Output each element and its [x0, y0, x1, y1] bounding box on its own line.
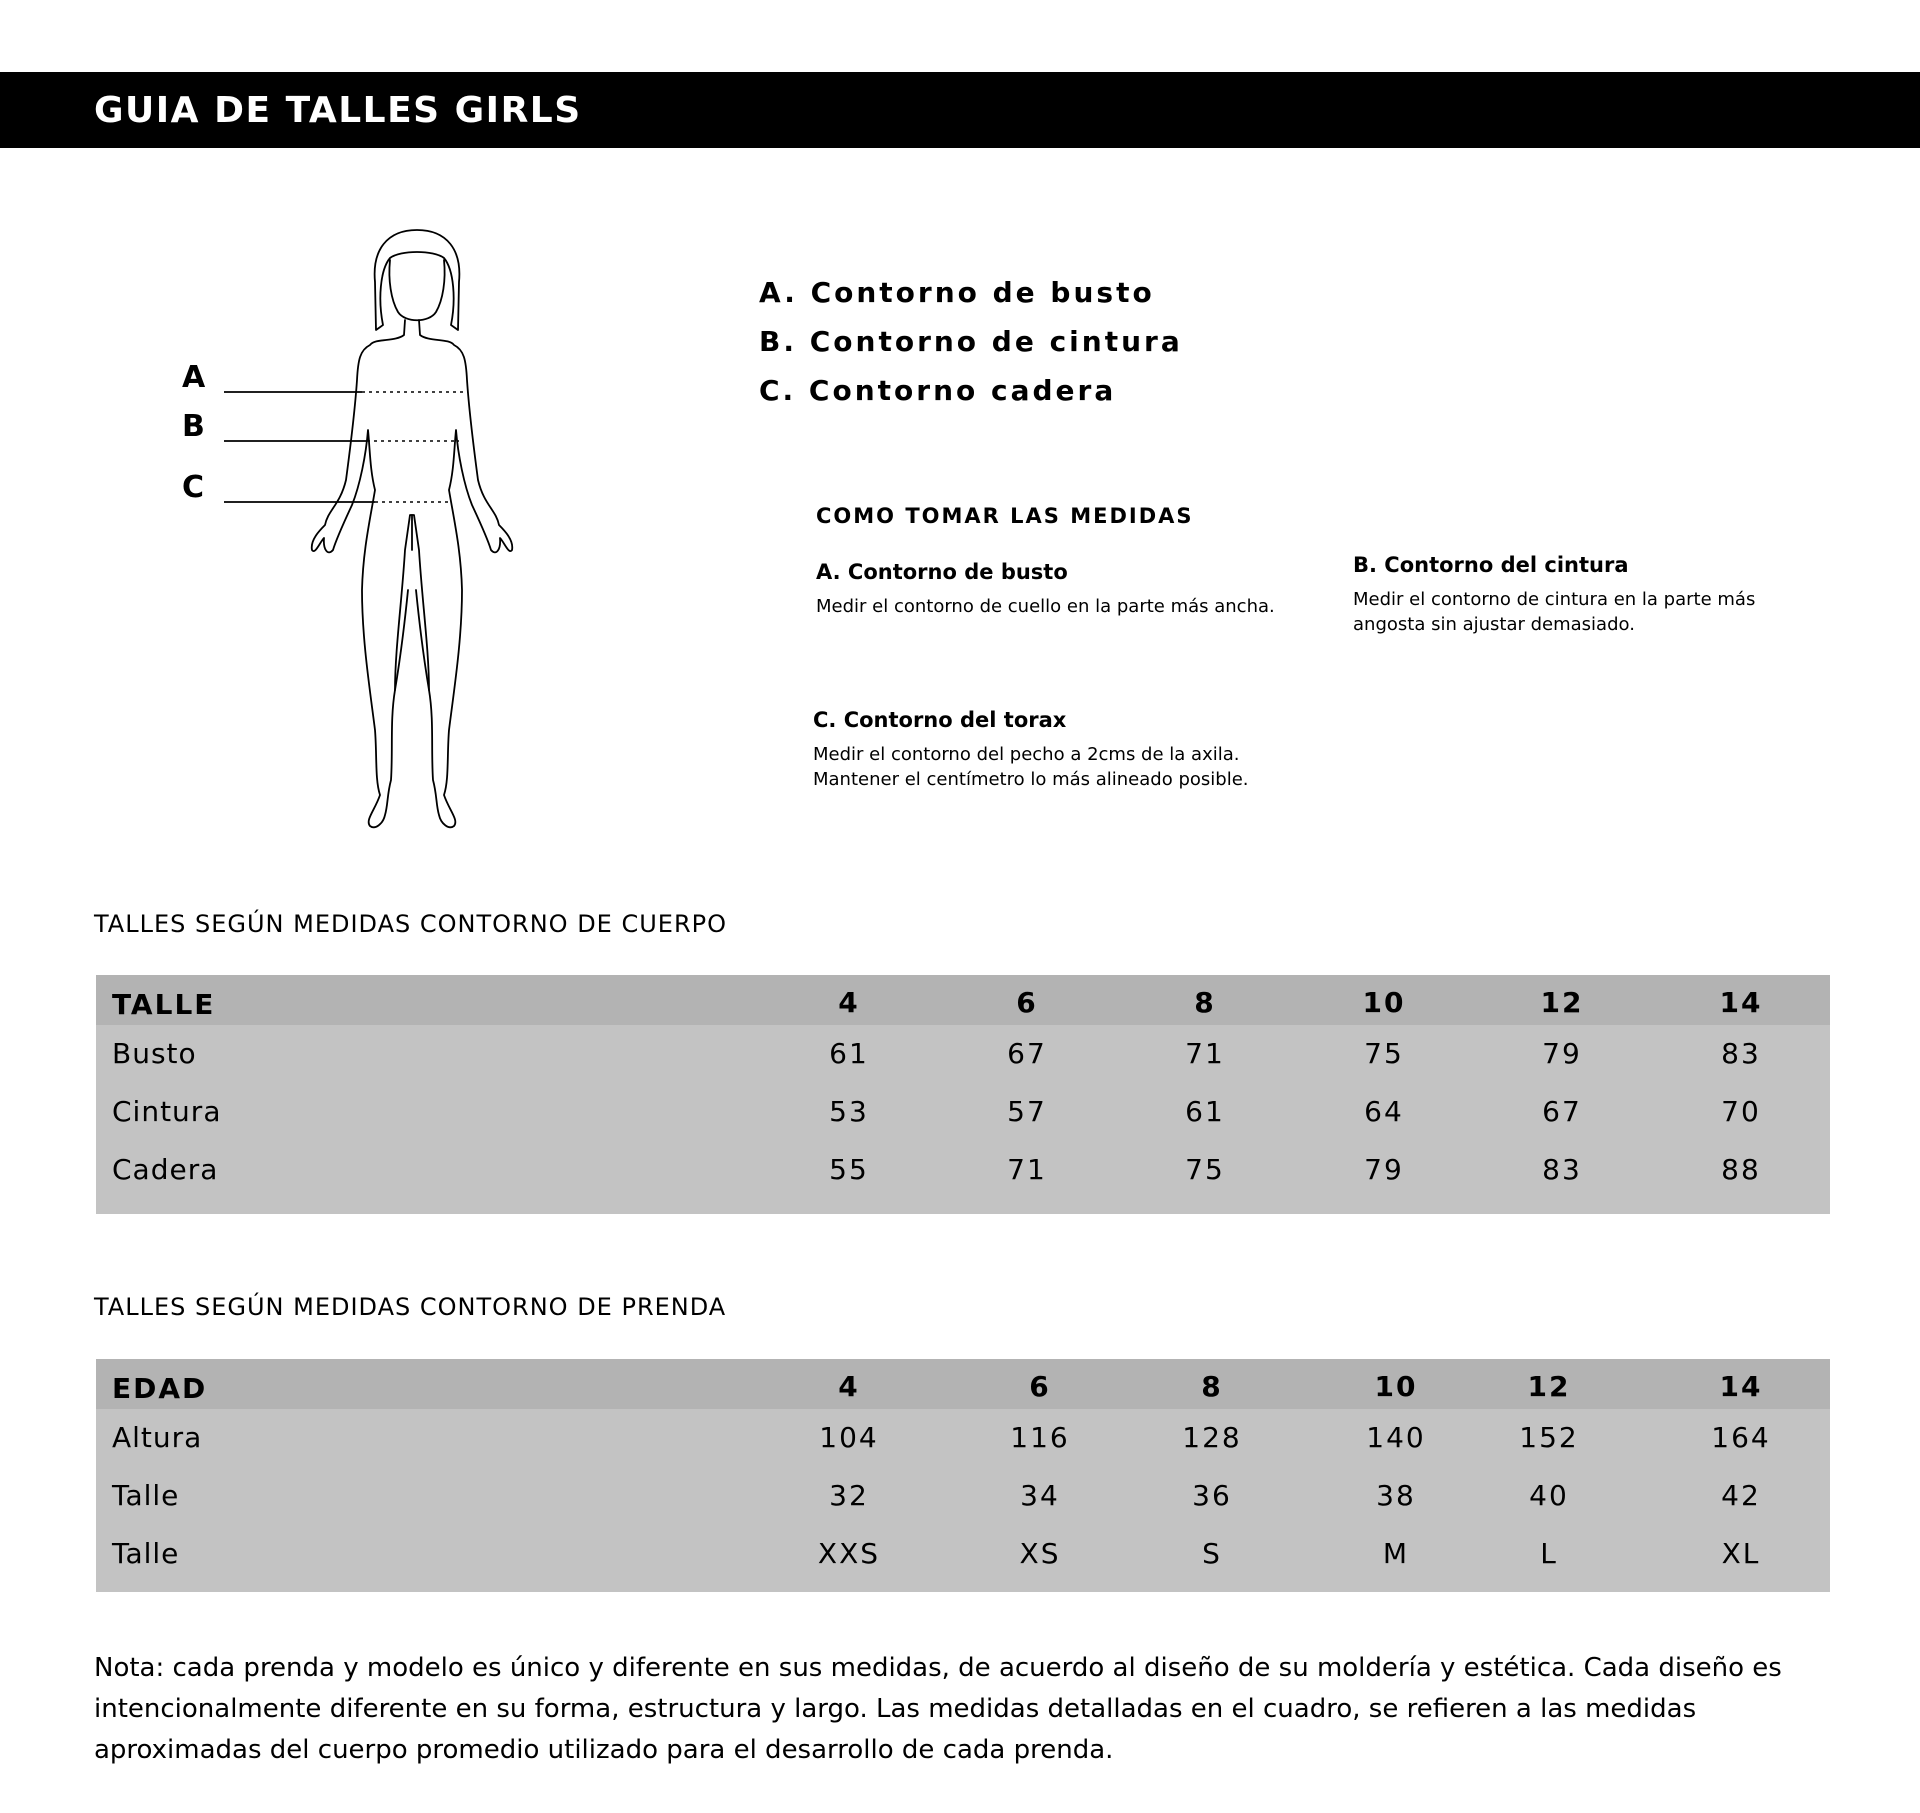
- how-to-bust-text: Medir el contorno de cuello en la parte más ancha.: [816, 596, 1275, 617]
- table-cell: 53: [829, 1095, 869, 1128]
- how-to-title: COMO TOMAR LAS MEDIDAS: [816, 504, 1194, 528]
- row-label: Busto: [112, 1037, 197, 1070]
- legend-item-bust: A. Contorno de busto: [759, 276, 1155, 309]
- table-cell: 71: [1185, 1037, 1225, 1070]
- how-to-waist-text: Medir el contorno de cintura en la parte más angosta sin ajustar demasiado.: [1353, 589, 1756, 635]
- header-cell: 12: [1527, 1370, 1571, 1403]
- table-cell: 83: [1542, 1153, 1582, 1186]
- table-cell: 64: [1364, 1095, 1404, 1128]
- table-cell: 75: [1185, 1153, 1225, 1186]
- table-cell: 36: [1192, 1479, 1232, 1512]
- header-cell: 10: [1374, 1370, 1418, 1403]
- table-row: [96, 1467, 1830, 1525]
- table-cell: 164: [1711, 1421, 1771, 1454]
- row-label: Altura: [112, 1421, 203, 1454]
- table-cell: 128: [1182, 1421, 1242, 1454]
- body-figure-illustration: [170, 220, 570, 840]
- row-label: Talle: [112, 1537, 180, 1570]
- how-to-bust-heading: A. Contorno de busto: [816, 560, 1068, 584]
- how-to-torax-heading: C. Contorno del torax: [813, 708, 1067, 732]
- table-cell: S: [1202, 1537, 1222, 1570]
- body-size-table: [96, 975, 1830, 1214]
- table-cell: 61: [1185, 1095, 1225, 1128]
- table-cell: 140: [1366, 1421, 1426, 1454]
- table-cell: 70: [1721, 1095, 1761, 1128]
- table-cell: 38: [1376, 1479, 1416, 1512]
- table-cell: XS: [1019, 1537, 1061, 1570]
- table-cell: 79: [1364, 1153, 1404, 1186]
- table-cell: XXS: [817, 1537, 881, 1570]
- table-cell: 67: [1542, 1095, 1582, 1128]
- row-label: Cadera: [112, 1153, 219, 1186]
- header-cell: 14: [1719, 1370, 1763, 1403]
- measurement-legend: [759, 268, 1183, 415]
- marker-a: A: [182, 360, 206, 395]
- table-cell: 55: [829, 1153, 869, 1186]
- table-cell: 152: [1519, 1421, 1579, 1454]
- table-cell: 67: [1007, 1037, 1047, 1070]
- row-label: Cintura: [112, 1095, 222, 1128]
- how-to-torax-text: Medir el contorno del pecho a 2cms de la axila. Mantener el centímetro lo más alineado posible.: [813, 744, 1249, 790]
- header-label: EDAD: [112, 1372, 208, 1405]
- header-cell: 12: [1540, 986, 1584, 1019]
- how-to-waist: [1353, 553, 1813, 637]
- header-cell: 4: [838, 986, 860, 1019]
- header-cell: 6: [1016, 986, 1038, 1019]
- how-to-bust: [816, 560, 1286, 619]
- table-cell: 42: [1721, 1479, 1761, 1512]
- table-header-row: [96, 1359, 1830, 1409]
- table-cell: 71: [1007, 1153, 1047, 1186]
- page-title: GUIA DE TALLES GIRLS: [94, 90, 582, 131]
- table-cell: 88: [1721, 1153, 1761, 1186]
- body-table-title: TALLES SEGÚN MEDIDAS CONTORNO DE CUERPO: [94, 910, 727, 938]
- table-cell: L: [1540, 1537, 1558, 1570]
- table-cell: 104: [819, 1421, 879, 1454]
- header-cell: 8: [1194, 986, 1216, 1019]
- table-row: [96, 1525, 1830, 1592]
- table-cell: 79: [1542, 1037, 1582, 1070]
- table-cell: 61: [829, 1037, 869, 1070]
- header-label: TALLE: [112, 988, 216, 1021]
- header-cell: 6: [1029, 1370, 1051, 1403]
- how-to-torax: [813, 708, 1313, 792]
- legend-item-waist: B. Contorno de cintura: [759, 325, 1183, 358]
- table-cell: 75: [1364, 1037, 1404, 1070]
- table-cell: XL: [1721, 1537, 1761, 1570]
- legend-item-hip: C. Contorno cadera: [759, 374, 1117, 407]
- how-to-waist-heading: B. Contorno del cintura: [1353, 553, 1629, 577]
- table-cell: 57: [1007, 1095, 1047, 1128]
- table-cell: 40: [1529, 1479, 1569, 1512]
- table-row: [96, 1141, 1830, 1214]
- garment-size-table: [96, 1359, 1830, 1592]
- header-cell: 8: [1201, 1370, 1223, 1403]
- table-cell: M: [1382, 1537, 1410, 1570]
- marker-c: C: [182, 470, 205, 505]
- table-cell: 34: [1020, 1479, 1060, 1512]
- header-cell: 14: [1719, 986, 1763, 1019]
- table-cell: 83: [1721, 1037, 1761, 1070]
- garment-table-title: TALLES SEGÚN MEDIDAS CONTORNO DE PRENDA: [94, 1293, 727, 1321]
- row-label: Talle: [112, 1479, 180, 1512]
- marker-b: B: [182, 409, 205, 444]
- table-row: [96, 1025, 1830, 1083]
- header-cell: 10: [1362, 986, 1406, 1019]
- table-cell: 116: [1010, 1421, 1070, 1454]
- table-header-row: [96, 975, 1830, 1025]
- table-cell: 32: [829, 1479, 869, 1512]
- table-row: [96, 1409, 1830, 1467]
- footnote: Nota: cada prenda y modelo es único y diferente en sus medidas, de acuerdo al diseño de su moldería y estética. Cada diseño es intencionalmente diferente en su forma, estructura y largo. Las medidas detalladas en el cuadro, se refieren a las medidas aproximadas del cuerpo promedio utilizado para el desarrollo de cada prenda.: [94, 1653, 1782, 1765]
- header-cell: 4: [838, 1370, 860, 1403]
- table-row: [96, 1083, 1830, 1141]
